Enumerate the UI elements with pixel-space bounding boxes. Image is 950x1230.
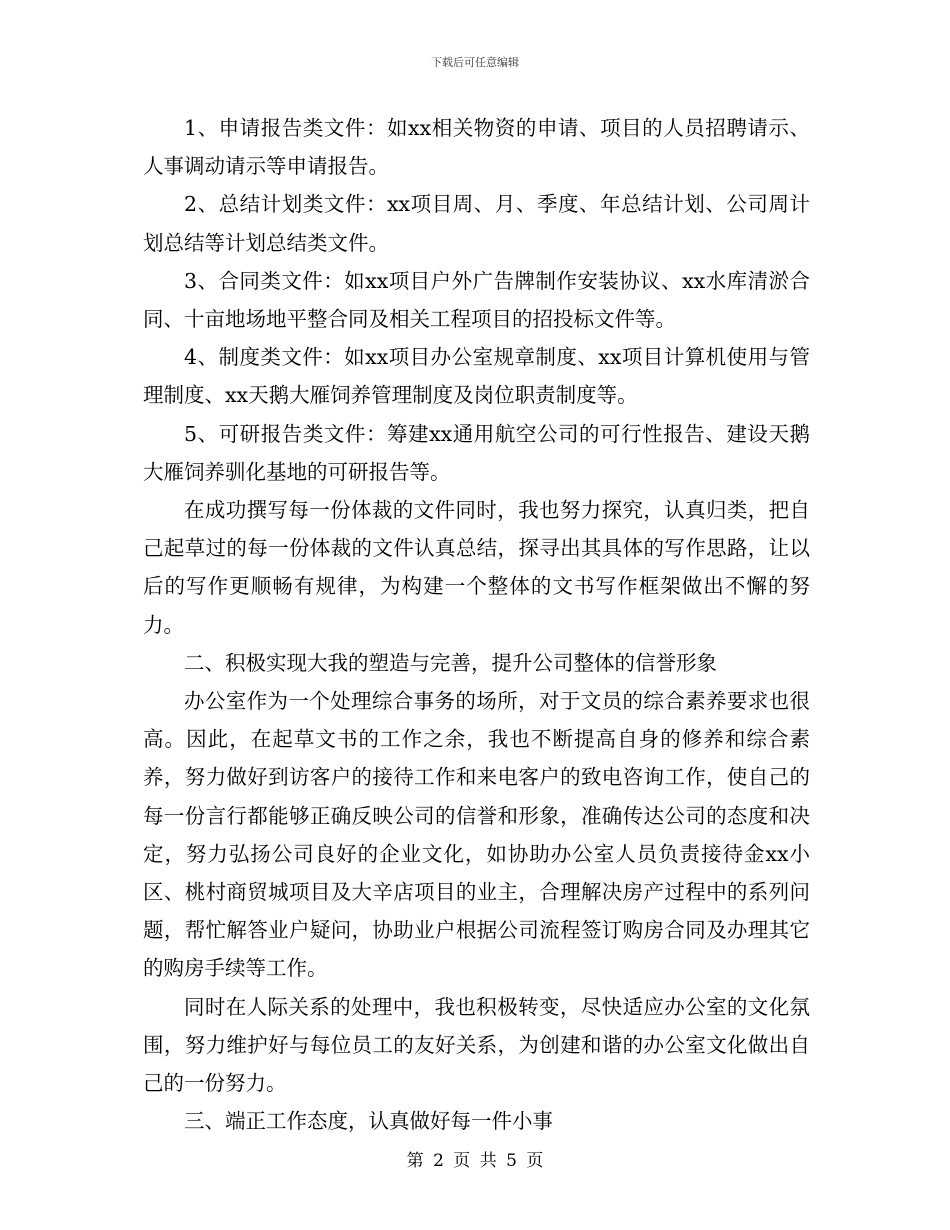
section-heading-two: 二、积极实现大我的塑造与完善，提升公司整体的信誉形象 [184,650,717,675]
paragraph-application-reports: 1、申请报告类文件：如xx相关物资的申请、项目的人员招聘请示、人事调动请示等申请报告。 [143,116,810,179]
paragraph-regulations: 4、制度类文件：如xx项目办公室规章制度、xx项目计算机使用与管理制度、xx天鹅大雁饲养管理制度及岗位职责制度等。 [143,345,810,408]
page-number-footer: 第 2 页 共 5 页 [406,1151,544,1171]
section-heading-three: 三、端正工作态度，认真做好每一件小事 [184,1109,553,1134]
paragraph-interpersonal: 同时在人际关系的处理中，我也积极转变，尽快适应办公室的文化氛围，努力维护好与每位员工的友好关系，为创建和谐的办公室文化做出自己的一份努力。 [143,994,810,1096]
document-body [143,109,810,1140]
paragraph-writing-summary: 在成功撰写每一份体裁的文件同时，我也努力探究，认真归类，把自己起草过的每一份体裁的文件认真总结，探寻出其具体的写作思路，让以后的写作更顺畅有规律，为构建一个整体的文书写作框架做出不懈的努力。 [143,498,810,637]
paragraph-summary-plans: 2、总结计划类文件：xx项目周、月、季度、年总结计划、公司周计划总结等计划总结类文件。 [143,192,810,255]
paragraph-feasibility-reports: 5、可研报告类文件：筹建xx通用航空公司的可行性报告、建设天鹅大雁饲养驯化基地的可研报告等。 [143,421,810,484]
paragraph-office-role: 办公室作为一个处理综合事务的场所，对于文员的综合素养要求也很高。因此，在起草文书的工作之余，我也不断提高自身的修养和综合素养，努力做好到访客户的接待工作和来电客户的致电咨询工作，使自己的每一份言行都能够正确反映公司的信誉和形象，准确传达公司的态度和决定，努力弘扬公司良好的企业文化，如协助办公室人员负责接待金xx小区、桃村商贸城项目及大辛店项目的业主，合理解决房产过程中的系列问题，帮忙解答业户疑问，协助业户根据公司流程签订购房合同及办理其它的购房手续等工作。 [143,689,810,981]
page-header-note: 下载后可任意编辑 [431,56,519,69]
paragraph-contracts: 3、合同类文件：如xx项目户外广告牌制作安装协议、xx水库清淤合同、十亩地场地平整合同及相关工程项目的招投标文件等。 [143,268,810,332]
